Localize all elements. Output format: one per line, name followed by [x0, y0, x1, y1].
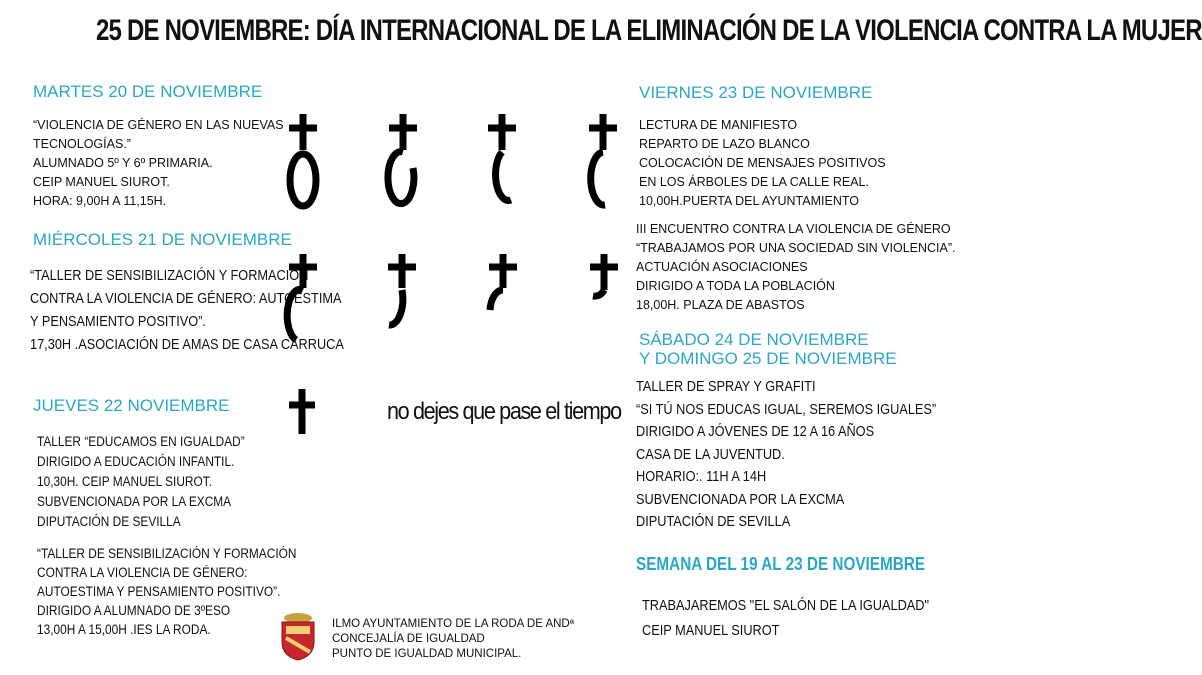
text-line: DIRIGIDO A TODA LA POBLACIÓN	[636, 279, 835, 293]
slogan: no dejes que pase el tiempo	[387, 398, 621, 425]
footer-credits	[332, 617, 574, 662]
text-line: TRABAJAREMOS "EL SALÓN DE LA IGUALDAD"	[642, 597, 930, 614]
friday-details-1	[639, 116, 886, 211]
friday-details-2	[636, 220, 956, 315]
text-line: “TALLER DE SENSIBILIZACIÓN Y FORMACIÓN	[30, 267, 309, 284]
heading-friday: VIERNES 23 DE NOVIEMBRE	[639, 83, 873, 102]
text-line: TECNOLOGÍAS.”	[33, 137, 131, 151]
text-line: CONCEJALÍA DE IGUALDAD	[332, 633, 485, 645]
heading-thursday: JUEVES 22 NOVIEMBRE	[33, 396, 230, 415]
text-line: DIRIGIDO A EDUCACIÓN INFANTIL.	[37, 454, 235, 469]
text-line: DIRIGIDO A JÓVENES DE 12 A 16 AÑOS	[636, 423, 875, 440]
text-line: CEIP MANUEL SIUROT.	[33, 175, 170, 189]
text-line: 13,00H A 15,00H .IES LA RODA.	[37, 622, 211, 637]
text-line: “SI TÚ NOS EDUCAS IGUAL, SEREMOS IGUALES”	[636, 400, 937, 418]
text-line: LECTURA DE MANIFIESTO	[639, 118, 798, 132]
cross-icon	[289, 389, 315, 434]
text-line: DIPUTACIÓN DE SEVILLA	[636, 513, 791, 530]
text-line: “TALLER DE SENSIBILIZACIÓN Y FORMACIÓN	[37, 546, 297, 561]
female-symbol-full-icon	[289, 114, 317, 206]
text-line: AUTOESTIMA Y PENSAMIENTO POSITIVO”.	[37, 584, 281, 599]
text-line: DIPUTACIÓN DE SEVILLA	[37, 514, 181, 529]
female-symbol-fading-icon	[590, 254, 618, 296]
text-line: 10,00H.PUERTA DEL AYUNTAMIENTO	[639, 194, 859, 208]
female-symbol-fading-icon	[488, 114, 516, 200]
text-line: CONTRA LA VIOLENCIA DE GÉNERO: AUTOESTIMA	[30, 290, 342, 307]
text-line: TALLER “EDUCAMOS EN IGUALDAD”	[37, 434, 245, 449]
text-line: TALLER DE SPRAY Y GRAFITI	[636, 378, 816, 395]
text-line: ALUMNADO 5º Y 6º PRIMARIA.	[33, 156, 213, 170]
text-line: CONTRA LA VIOLENCIA DE GÉNERO:	[37, 565, 248, 580]
text-line: ACTUACIÓN ASOCIACIONES	[636, 260, 808, 274]
text-line: REPARTO DE LAZO BLANCO	[639, 137, 810, 151]
female-symbol-fading-icon	[589, 114, 617, 205]
text-line: 18,00H. PLAZA DE ABASTOS	[636, 298, 805, 312]
text-line: HORA: 9,00H A 11,15H.	[33, 194, 167, 208]
text-line: PUNTO DE IGUALDAD MUNICIPAL.	[332, 648, 522, 660]
heading-line: Y DOMINGO 25 DE NOVIEMBRE	[639, 349, 897, 368]
heading-tuesday: MARTES 20 DE NOVIEMBRE	[33, 82, 263, 101]
text-line: 10,30H. CEIP MANUEL SIUROT.	[37, 474, 212, 489]
week-details	[642, 593, 929, 643]
heading-week: SEMANA DEL 19 AL 23 DE NOVIEMBRE	[636, 554, 926, 574]
text-line: “TRABAJAMOS POR UNA SOCIEDAD SIN VIOLENCIA”.	[636, 241, 956, 255]
heading-wednesday: MIÉRCOLES 21 DE NOVIEMBRE	[33, 230, 292, 249]
text-line: Y PENSAMIENTO POSITIVO”.	[30, 313, 206, 330]
weekend-details	[636, 376, 936, 534]
text-line: SUBVENCIONADA POR LA EXCMA	[37, 494, 232, 509]
text-line: EN LOS ÁRBOLES DE LA CALLE REAL.	[639, 175, 869, 189]
female-symbol-fading-icon	[489, 254, 517, 310]
text-line: 17,30H .ASOCIACIÓN DE AMAS DE CASA CARRUCA	[30, 336, 344, 353]
text-line: DIRIGIDO A ALUMNADO DE 3ºESO	[37, 603, 231, 618]
text-line: SUBVENCIONADA POR LA EXCMA	[636, 490, 845, 508]
female-symbol-fading-icon	[287, 254, 317, 340]
text-line: CASA DE LA JUVENTUD.	[636, 445, 785, 463]
text-line: ILMO AYUNTAMIENTO DE LA RODA DE ANDª	[332, 618, 574, 630]
heading-weekend	[639, 330, 897, 368]
text-line: III ENCUENTRO CONTRA LA VIOLENCIA DE GÉNERO	[636, 222, 951, 236]
text-line: “VIOLENCIA DE GÉNERO EN LAS NUEVAS	[33, 118, 284, 132]
text-line: HORARIO:. 11H A 14H	[636, 468, 767, 485]
poster-title: 25 DE NOVIEMBRE: DÍA INTERNACIONAL DE LA ELIMINACIÓN DE LA VIOLENCIA CONTRA LA MUJER	[96, 14, 1202, 47]
heading-line: SÁBADO 24 DE NOVIEMBRE	[639, 330, 869, 349]
text-line: CEIP MANUEL SIUROT	[642, 622, 780, 639]
female-symbol-fading-icon	[388, 254, 416, 325]
female-symbol-fading-icon	[388, 114, 417, 204]
text-line: COLOCACIÓN DE MENSAJES POSITIVOS	[639, 156, 886, 170]
coat-of-arms-icon	[278, 612, 318, 660]
